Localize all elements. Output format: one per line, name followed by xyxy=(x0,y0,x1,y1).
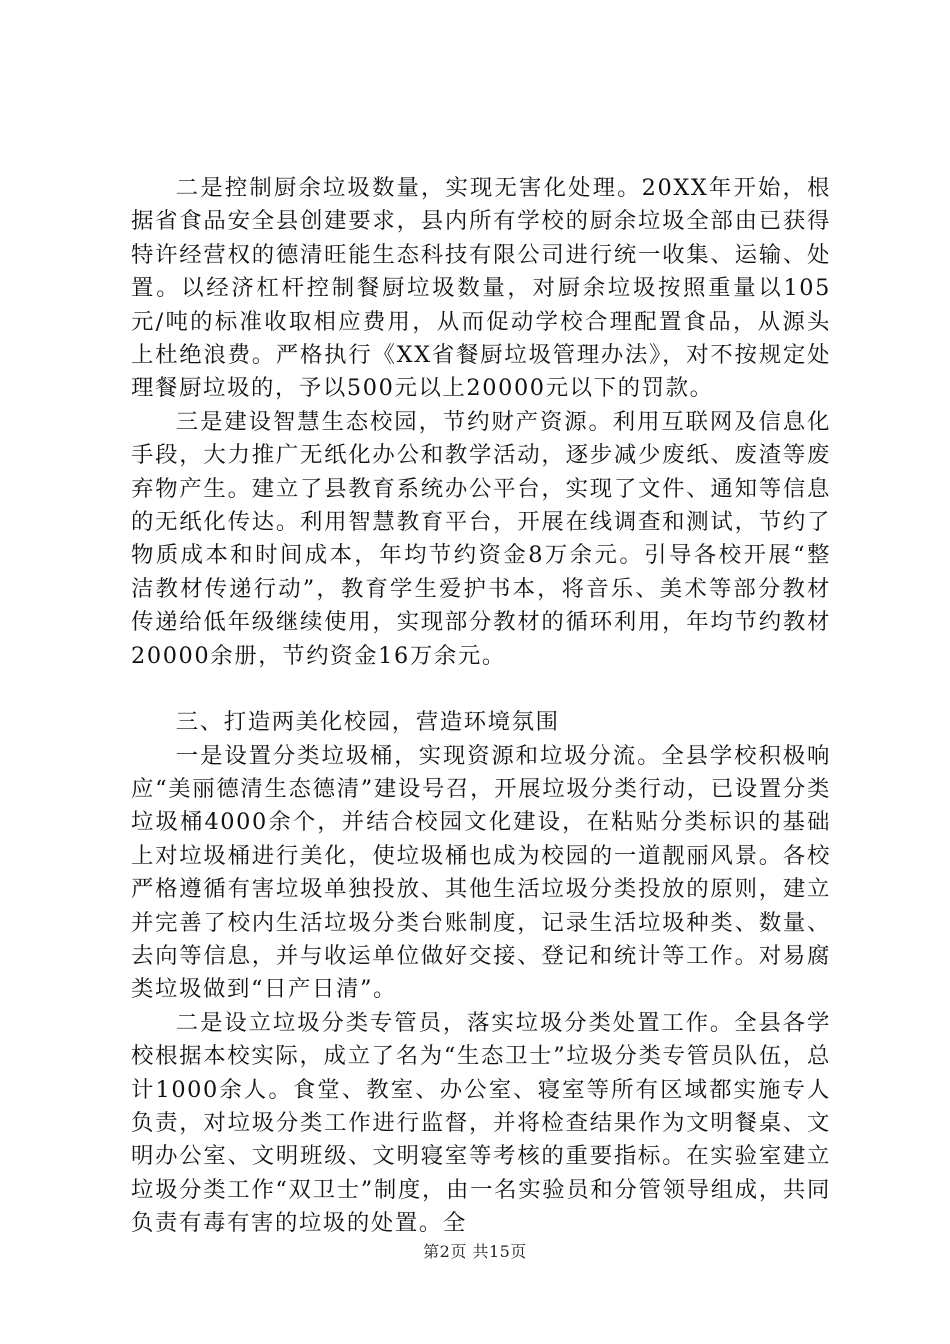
document-body xyxy=(131,172,831,1241)
paragraph-sorting-bins: 一是设置分类垃圾桶，实现资源和垃圾分流。全县学校积极响应“美丽德清生态德清”建设号召，开展垃圾分类行动，已设置分类垃圾桶4000余个，并结合校园文化建设，在粘贴分类标识的基础上对垃圾桶进行美化，使垃圾桶也成为校园的一道靓丽风景。各校严格遵循有害垃圾单独投放、其他生活垃圾分类投放的原则，建立并完善了校内生活垃圾分类台账制度，记录生活垃圾种类、数量、去向等信息，并与收运单位做好交接、登记和统计等工作。对易腐类垃圾做到“日产日清”。 xyxy=(131,742,831,1003)
paragraph-sorting-staff: 二是设立垃圾分类专管员，落实垃圾分类处置工作。全县各学校根据本校实际，成立了名为“生态卫士”垃圾分类专管员队伍，总计1000余人。食堂、教室、办公室、寝室等所有区域都实施专人负责，对垃圾分类工作进行监督，并将检查结果作为文明餐桌、文明办公室、文明班级、文明寝室等考核的重要指标。在实验室建立垃圾分类工作“双卫士”制度，由一名实验员和分管领导组成，共同负责有毒有害的垃圾的处置。全 xyxy=(131,1009,831,1237)
page-number-footer: 第2页 共15页 xyxy=(423,1242,527,1261)
paragraph-kitchen-waste: 二是控制厨余垃圾数量，实现无害化处理。20XX年开始，根据省食品安全县创建要求，县内所有学校的厨余垃圾全部由已获得特许经营权的德清旺能生态科技有限公司进行统一收集、运输、处置。以经济杠杆控制餐厨垃圾数量，对厨余垃圾按照重量以105元/吨的标准收取相应费用，从而促动学校合理配置食品，从源头上杜绝浪费。严格执行《XX省餐厨垃圾管理办法》，对不按规定处理餐厨垃圾的，予以500元以上20000元以下的罚款。 xyxy=(131,175,831,402)
paragraph-smart-campus: 三是建设智慧生态校园，节约财产资源。利用互联网及信息化手段，大力推广无纸化办公和教学活动，逐步减少废纸、废渣等废弃物产生。建立了县教育系统办公平台，实现了文件、通知等信息的无纸化传达。利用智慧教育平台，开展在线调查和测试，节约了物质成本和时间成本，年均节约资金8万余元。引导各校开展“整洁教材传递行动”，教育学生爱护书本，将音乐、美术等部分教材传递给低年级继续使用，实现部分教材的循环利用，年均节约教材20000余册，节约资金16万余元。 xyxy=(131,408,831,669)
section-heading: 三、打造两美化校园，营造环境氛围 xyxy=(175,709,560,736)
